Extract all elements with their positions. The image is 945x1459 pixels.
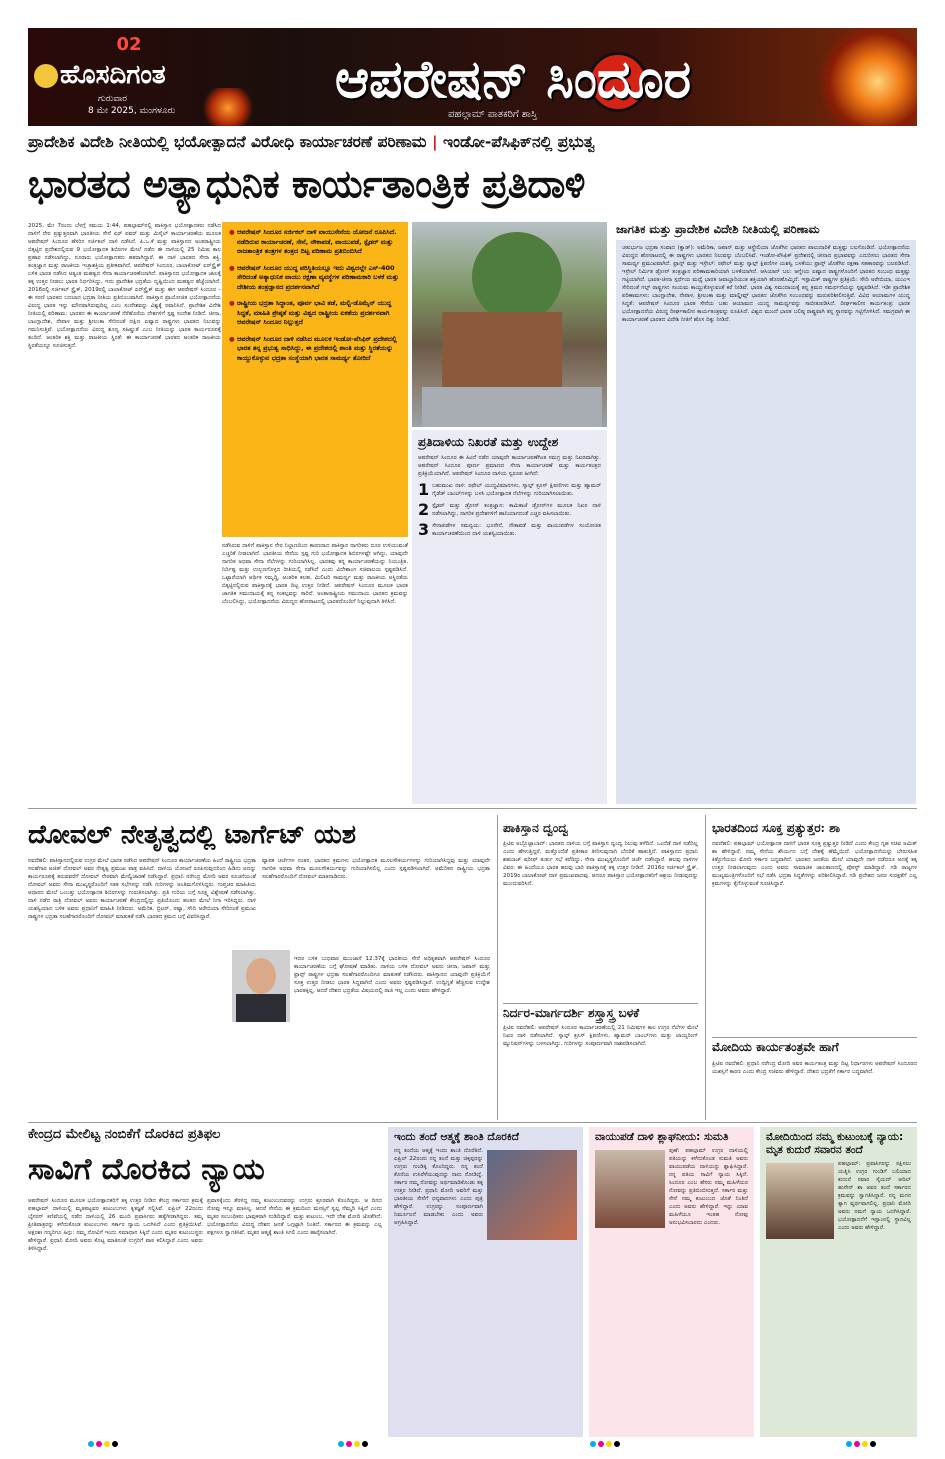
point-text: ಸ್ಪೈಡರ್ ಮತ್ತು ಡ್ರೋನ್ ತಂತ್ರಜ್ಞಾನ: ಕಾಮಿಕಾಜೆ ಡ್ರೋನ್‌ಗಳ ಮೂಲಕ ನಿಖರ ದಾಳಿ ನಡೆಸಲಾಗಿದ್ದು, ನಾಗರಿಕ ಪ್ರದೇಶಗಳಿಗೆ ಹಾನಿಯಾಗದಂತೆ ಎಚ್ಚರ ವಹಿಸಲಾಯಿತು.	[432, 503, 601, 517]
sidebar-intro: ಆಪರೇಷನ್ ಸಿಂದೂರ ಈ ಹಿಂದೆ ನಡೆದ ಯಾವುದೇ ಕಾರ್ಯಾಚರಣೆಗಿಂತ ಸಮಗ್ರ ಮತ್ತು ನಿಖರವಾಗಿತ್ತು. ಆಪರೇಷನ್ ಸಿಂದೂರ ಪೂರ್ಣ ಪ್ರಮಾಣದ ಸೇನಾ ಕಾರ್ಯಾಚರಣೆ ಮತ್ತು ಕಾರ್ಯತಂತ್ರದ ಪ್ರತಿಕ್ರಿಯೆಯಾಗಿದೆ. ಆಪರೇಷನ್ ಸಿಂದೂರ ದಾಳಿಯ ಸ್ವರೂಪ ಹೀಗಿದೆ:	[418, 455, 601, 477]
justice-body-2: ಪ್ರವಾಸಕ್ಕೆಂದು ತೆರಳಿದ್ದ ನಮ್ಮ ಕುಟುಂಬದವರನ್ನು ಉಗ್ರರು ಕ್ರೂರವಾಗಿ ಕೊಂದಿದ್ದರು. ಆ ದಿನದ ನೋವು ಇನ್ನೂ ಮಾಸಿಲ್ಲ. ಆದರೆ ಸೇನೆಯ ಈ ಕ್ರಮದಿಂದ ಮನಸ್ಸಿಗೆ ಸ್ವಲ್ಪ ನೆಮ್ಮದಿ ಸಿಕ್ಕಿದೆ ಎಂದು ಮೃತರ ಸಂಬಂಧಿಕರು ಭಾವುಕರಾಗಿ ನುಡಿದಿದ್ದಾರೆ. ಮತ್ತು ಕುಟುಂಬ, ಇದೇ ದೇಶ ಮೋದಿ ಜೊತೆಗಿದೆ: ಭಯೋತ್ಪಾದನೆಯ ವಿರುದ್ಧ ದೇಶದ ಜನತೆ ಒಗ್ಗಟ್ಟಾಗಿ ನಿಂತಿದೆ. ಸರ್ಕಾರದ ಈ ಕ್ರಮವನ್ನು ಎಲ್ಲ ಪಕ್ಷಗಳೂ ಸ್ವಾಗತಿಸಿವೆ. ಮೃತರ ಆತ್ಮಕ್ಕೆ ಶಾಂತಿ ಸಿಗಲಿ ಎಂದು ಹಾರೈಸಲಾಗಿದೆ.	[207, 1198, 382, 1236]
family-reaction-card	[760, 1127, 917, 1437]
point-text: ಬಹುಮುಖ ದಾಳಿ: ರಫೇಲ್ ಯುದ್ಧವಿಮಾನಗಳು, ಸ್ಕಾಲ್ಪ್ ಕ್ರೂಸ್ ಕ್ಷಿಪಣಿಗಳು ಮತ್ತು ಹ್ಯಾಮರ್ ಗೈಡೆಡ್ ಬಾಂಬ್‌ಗಳನ್ನು ಬಳಸಿ ಭಯೋತ್ಪಾದಕ ನೆಲೆಗಳನ್ನು ಗುರಿಯಾಗಿಸಲಾಯಿತು.	[432, 483, 601, 497]
weapons-headline: ನಿರ್ದರ-ಮಾರ್ಗದರ್ಶಿ ಶಸ್ತ್ರಾಸ್ತ್ರ ಬಳಕೆ	[503, 1006, 640, 1020]
father-photo	[766, 1163, 834, 1239]
card-title: ಮೋದಿಯಿಂದ ನಮ್ಮ ಕುಟುಂಬಕ್ಕೆ ನ್ಯಾಯ: ಮೃತ ಕುದುರೆ ಸವಾರನ ತಂದೆ	[766, 1131, 904, 1156]
section-divider	[712, 1037, 917, 1038]
card-body: ಪುಣೆ: ಪಹಲ್ಗಾಮ್ ಉಗ್ರರ ದಾಳಿಯಲ್ಲಿ ಪತಿಯನ್ನು ಕಳೆದುಕೊಂಡ ಸುಮತಿ ಅವರು ವಾಯುಪಡೆಯ ದಾಳಿಯನ್ನು ಶ್ಲಾಘಿಸಿದ್ದಾರೆ. ನನ್ನ ಪತಿಯ ಸಾವಿಗೆ ನ್ಯಾಯ ಸಿಕ್ಕಿದೆ. ಸಿಂದೂರ ಎಂಬ ಹೆಸರು ನಮ್ಮ ಮಹಿಳೆಯರ ನೋವನ್ನು ಪ್ರತಿಬಿಂಬಿಸುತ್ತದೆ. ಸರ್ಕಾರ ಮತ್ತು ಸೇನೆ ನಮ್ಮ ಕುಟುಂಬದ ಜೊತೆ ನಿಂತಿದೆ ಎಂದು ಅವರು ಹೇಳಿದ್ದಾರೆ. ಇನ್ನು ಯಾವ ಮಹಿಳೆಯೂ ಇಂತಹ ನೋವು ಅನುಭವಿಸಬಾರದು ಎಂದರು.	[669, 1148, 748, 1226]
kicker-separator: |	[431, 133, 438, 151]
shah-headline: ಭಾರತದಿಂದ ಸೂಕ್ತ ಪ್ರತ್ಯುತ್ತರ: ಶಾ	[712, 821, 840, 835]
explosion-icon	[818, 28, 917, 126]
point-text: ಸೇನಾಪಡೆಗಳ ಸಮನ್ವಯ: ಭೂಸೇನೆ, ನೌಕಾಪಡೆ ಮತ್ತು ವಾಯುಪಡೆಗಳ ಸಂಯೋಜಿತ ಕಾರ್ಯಾಚರಣೆಯಿಂದ ದಾಳಿ ಯಶಸ್ವಿಯಾಯಿತು.	[432, 523, 601, 537]
newspaper-logo	[34, 60, 234, 90]
highlight-item: ● ಆಪರೇಷನ್ ಸಿಂದೂರ ಯುದ್ಧ ಪರಿಸ್ಥಿತಿಯಲ್ಲೂ ಇದು ವಿಶ್ವದಲ್ಲೇ ಎಸ್-400 ಸೇರಿದಂತೆ ಅತ್ಯಾಧುನಿಕ ವಾಯು ರಕ್ಷಣಾ ವ್ಯವಸ್ಥೆಗಳ ಪರಿಣಾಮಕಾರಿ ಬಳಕೆ ಮತ್ತು ದೇಶೀಯ ತಂತ್ರಜ್ಞಾನದ ಪ್ರದರ್ಶನವಾಗಿದೆ	[229, 264, 401, 293]
highlight-item: ● ಆಪರೇಷನ್ ಸಿಂದೂರ ಸರ್ಜಿಕಲ್ ದಾಳಿ ವಾಯುಸೇನೆಯ ಯೋಜನೆ ರೂಪಿಸಿದೆ. ನಡೆದಿರುವ ಕಾರ್ಯಾಚರಣೆ, ಸೇನೆ, ನೌಕಾಪಡೆ, ವಾಯುಪಡೆ, ಸ್ಪೈಡರ್ ಮತ್ತು ರಾಜತಾಂತ್ರಿಕ ತಂತ್ರಗಳ ತಂತ್ರದ ದಿಟ್ಟ ಪರಿಣಾಮ ಪ್ರತಿಬಿಂಬಿಸಿದೆ	[229, 228, 401, 257]
highlights-box	[222, 222, 408, 537]
numbered-point	[418, 522, 601, 538]
kicker-right: ಇಂಡೋ-ಪೆಸಿಫಿಕ್‌ನಲ್ಲಿ ಪ್ರಭುತ್ವ	[443, 133, 595, 151]
family-photo	[487, 1150, 577, 1240]
masthead-title: ಆಪರೇಷನ್ ಸಿಂದೂರ	[334, 50, 692, 110]
modi-body: ಪ್ರಿಟಿಐ ನವದೆಹಲಿ: ಪ್ರಧಾನಿ ನರೇಂದ್ರ ಮೋದಿ ಅವರ ಕಾರ್ಯತಂತ್ರ ಮತ್ತು ದಿಟ್ಟ ನಿರ್ಧಾರಗಳು ಆಪರೇಷನ್ ಸಿಂದೂರದ ಯಶಸ್ಸಿಗೆ ಕಾರಣ ಎಂದು ಕೇಂದ್ರ ಸಚಿವರು ಹೇಳಿದ್ದಾರೆ. ದೇಶದ ಭದ್ರತೆಗೆ ಸರ್ಕಾರ ಬದ್ಧವಾಗಿದೆ.	[712, 1061, 917, 1075]
sidebar-title: ಪ್ರತಿದಾಳಿಯ ನಿಖರತೆ ಮತ್ತು ಉದ್ದೇಶ	[418, 435, 559, 449]
doval-portrait	[232, 950, 290, 1022]
doval-body-2: ವ್ಯಾಪಕ ಚರ್ಚೆಗಳ ನಂತರ, ಭಾರತದ ಕ್ರಮಗಳು ಭಯೋತ್ಪಾದಕ ಮೂಲಸೌಕರ್ಯಗಳನ್ನು ಗುರಿಯಾಗಿಸಿದ್ದವು ಮತ್ತು ಯಾವುದೇ ನಾಗರಿಕ ಅಥವಾ ಸೇನಾ ಮೂಲಸೌಕರ್ಯವನ್ನು ಗುರಿಯಾಗಿಸಲಿಲ್ಲ ಎಂದು ಸ್ಪಷ್ಟಪಡಿಸಲಾಗಿದೆ. ಅಮೆರಿಕದ ರಾಷ್ಟ್ರೀಯ ಭದ್ರತಾ ಸಲಹೆಗಾರರೊಂದಿಗೆ ದೋವಲ್ ಮಾತನಾಡಿದರು.	[262, 858, 490, 880]
pakistan-body: ಪ್ರಿಟಿಐ ಅಬ್ಬೊಟ್ಟಾಬಾದ್: ಭಾರತದ ದಾಳಿಯ ಬಗ್ಗೆ ಪಾಕಿಸ್ತಾನ ದ್ವಂದ್ವ ನಿಲುವು ತಳೆದಿದೆ. ಒಂದೆಡೆ ದಾಳಿ ನಡೆದಿಲ್ಲ ಎಂದು ಹೇಳುತ್ತಿದ್ದರೆ, ಮತ್ತೊಂದೆಡೆ ಪ್ರತೀಕಾರ ತೀರಿಸುವುದಾಗಿ ಬೆದರಿಕೆ ಹಾಕುತ್ತಿದೆ. ಪಾಕಿಸ್ತಾನದ ಪ್ರಧಾನಿ ಶಹಬಾಜ್ ಷರೀಫ್ ತುರ್ತು ಸಭೆ ಕರೆದಿದ್ದು, ಸೇನಾ ಮುಖ್ಯಸ್ಥರೊಂದಿಗೆ ಚರ್ಚೆ ನಡೆಸಿದ್ದಾರೆ. ಹಲವು ದಾಳಿಗಳ ವಿವರ: ಈ ಹಿಂದೆಯೂ ಭಾರತ ಹಲವು ಬಾರಿ ಪಾಕಿಸ್ತಾನಕ್ಕೆ ತಕ್ಕ ಉತ್ತರ ನೀಡಿದೆ. 2016ರ ಸರ್ಜಿಕಲ್ ಸ್ಟ್ರೈಕ್, 2019ರ ಬಾಲಾಕೋಟ್ ದಾಳಿ ಪ್ರಮುಖವಾದವು. ಆದರೂ ಪಾಕಿಸ್ತಾನ ಭಯೋತ್ಪಾದಕರಿಗೆ ಆಶ್ರಯ ನೀಡುವುದನ್ನು ಮುಂದುವರಿಸಿದೆ.	[503, 841, 698, 887]
page-number: 02	[116, 34, 142, 55]
doval-headline: ದೋವಲ್ ನೇತೃತ್ವದಲ್ಲಿ ಟಾರ್ಗೆಟ್ ಯಶ	[28, 820, 357, 850]
logo-text: ಹೊಸದಿಗಂತ	[60, 60, 166, 90]
lead-body-column-2: ನಡೆಸಿರುವ ದಾಳಿಗೆ ಪಾಕಿಸ್ತಾನ ನೇರ ನಿಲ್ದಾಣದಿಂದ ಕಾರಣರಾದ ಪಾಕಿಸ್ತಾನ ನಾಗರಿಕರು ದೂರ ಉಳಿಯುವಂತೆ ಎಚ್ಚರಿಕೆ ನೀಡಲಾಗಿದೆ. ಭಾರತೀಯ ಸೇನೆಯ ಸ್ಪಷ್ಟ ಗುರಿ ಭಯೋತ್ಪಾದಕ ಶಿಬಿರಗಳಷ್ಟೇ ಆಗಿದ್ದು, ಯಾವುದೇ ನಾಗರಿಕ ಅಥವಾ ಸೇನಾ ನೆಲೆಗಳನ್ನು ಗುರಿಯಾಗಿಸಿಲ್ಲ. ಭಾರತವು ತನ್ನ ಕಾರ್ಯಾಚರಣೆಯನ್ನು ನಿಯಂತ್ರಿತ, ನಿರ್ದಿಷ್ಟ ಮತ್ತು ಉಲ್ಬಣಗೊಳ್ಳದ ರೀತಿಯಲ್ಲಿ ನಡೆಸಿದೆ ಎಂದು ವಿದೇಶಾಂಗ ಸಚಿವಾಲಯ ಸ್ಪಷ್ಟಪಡಿಸಿದೆ. ಒಟ್ಟಾರೆಯಾಗಿ ಆರ್ಥಿಕ ಸಮೃದ್ಧಿ, ಆಂತರಿಕ ಕಲಹ, ಮಿಲಿಟರಿ ಸಾಮರ್ಥ್ಯ ಮತ್ತು ರಾಜಕೀಯ ಅಸ್ಥಿರತೆಯ ಬಿಕ್ಕಟ್ಟಿನಲ್ಲಿರುವ ಪಾಕಿಸ್ತಾನಕ್ಕೆ ಭಾರತ ದಿಟ್ಟ ಉತ್ತರ ನೀಡಿದೆ. ಆಪರೇಷನ್ ಸಿಂದೂರ ಮೂಲಕ ಭಾರತ ಜಾಗತಿಕ ಸಮುದಾಯಕ್ಕೆ ತನ್ನ ಸಂಕಲ್ಪವನ್ನು ಸಾರಿದೆ. ಅಂತಾರಾಷ್ಟ್ರೀಯ ಸಮುದಾಯ ಭಾರತದ ಕ್ರಮವನ್ನು ಬೆಂಬಲಿಸಿದ್ದು, ಭಯೋತ್ಪಾದನೆಯ ವಿರುದ್ಧದ ಹೋರಾಟದಲ್ಲಿ ಭಾರತದೊಂದಿಗೆ ನಿಲ್ಲುವುದಾಗಿ ತಿಳಿಸಿದೆ.	[222, 543, 408, 605]
kicker-left: ಪ್ರಾದೇಶಿಕ ವಿದೇಶಿ ನೀತಿಯಲ್ಲಿ ಭಯೋತ್ಪಾದನೆ ವಿರೋಧಿ ಕಾರ್ಯಾಚರಣೆ ಪರಿಣಾಮ	[28, 133, 427, 151]
cmyk-dots-icon	[88, 1441, 118, 1447]
global-impact-box	[616, 240, 916, 804]
cmyk-dots-icon	[846, 1441, 876, 1447]
card-body: ನನ್ನ ತಂದೆಯ ಆತ್ಮಕ್ಕೆ ಇಂದು ಶಾಂತಿ ದೊರೆತಿದೆ. ಏಪ್ರಿಲ್ 22ರಂದು ನನ್ನ ತಂದೆ ಮತ್ತು ಚಿಕ್ಕಪ್ಪನನ್ನು ಉಗ್ರರು ಗುಂಡಿಕ್ಕಿ ಕೊಂದಿದ್ದರು. ನನ್ನ ತಂದೆ ಕೊನೆಯ ಉಸಿರೆಳೆಯುವುದನ್ನು ನಾನು ನೋಡಿದ್ದೆ. ಸರ್ಕಾರ ನಮ್ಮ ನೋವನ್ನು ಅರ್ಥಮಾಡಿಕೊಂಡು ತಕ್ಕ ಉತ್ತರ ನೀಡಿದೆ. ಪ್ರಧಾನಿ ಮೋದಿ ಅವರಿಗೆ ಮತ್ತು ಭಾರತೀಯ ಸೇನೆಗೆ ಧನ್ಯವಾದಗಳು ಎಂದು ಪುತ್ರಿ ಹೇಳಿದ್ದಾರೆ. ಉಗ್ರರನ್ನು ಸಂಪೂರ್ಣವಾಗಿ ನಿರ್ಮೂಲನೆ ಮಾಡಬೇಕು ಎಂದು ಅವರು ಆಗ್ರಹಿಸಿದ್ದಾರೆ.	[394, 1148, 483, 1226]
issue-day: ಗುರುವಾರ	[98, 94, 128, 104]
justice-headline: ಸಾವಿಗೆ ದೊರಕಿದ ನ್ಯಾಯ	[28, 1152, 265, 1187]
lead-headline: ಭಾರತದ ಅತ್ಯಾಧುನಿಕ ಕಾರ್ಯತಾಂತ್ರಿಕ ಪ್ರತಿದಾಳಿ	[28, 161, 586, 206]
damaged-building-photo	[412, 222, 607, 427]
justice-kicker: ಕೇಂದ್ರದ ಮೇಲಿಟ್ಟ ನಂಬಿಕೆಗೆ ದೊರಕಿದ ಪ್ರತಿಫಲ	[28, 1127, 221, 1142]
lead-body-column-1: 2025, ಮೇ 7ರಂದು ಬೆಳಗ್ಗೆ ಸಮಯ 1:44, ಪಹಲ್ಗಾಮ್‌ನಲ್ಲಿ ಪಾಕಿಸ್ತಾನ ಭಯೋತ್ಪಾದಕರು ನಡೆಸಿದ ದಾಳಿಗೆ ನೇರ ಪ್ರತ್ಯುತ್ತರವಾಗಿ ಭಾರತೀಯ ಸೇನೆ ಏರ್ ಪವರ್ ಮತ್ತು ಮಿಸೈಲ್ ಕಾರ್ಯಾಚರಣೆಯ ಮೂಲಕ ಆಪರೇಷನ್ ಸಿಂದೂರ ಹೆಸರಿನ ಸರ್ಜಿಕಲ್ ದಾಳಿ ನಡೆಸಿದೆ. ಪಿ.ಒ.ಕೆ ಮತ್ತು ಪಾಕಿಸ್ತಾನದ ಅಂತರಾಷ್ಟ್ರೀಯ ಬಿಕ್ಕಟ್ಟಿನ ಪ್ರದೇಶದಲ್ಲಿರುವ 9 ಭಯೋತ್ಪಾದಕ ಶಿಬಿರಗಳ ಮೇಲೆ ನಡೆದ ಈ ದಾಳಿಯಲ್ಲಿ 25 ನಿಮಿಷ ಕಾಲ ಪ್ರಹಾರ ನಡೆಸಲಾಗಿದ್ದು, ನೂರಾರು ಭಯೋತ್ಪಾದಕರು ಹತರಾಗಿದ್ದಾರೆ. ಈ ದಾಳಿ ಭಾರತದ ಸೇನಾ ಶಕ್ತಿ, ತಂತ್ರಜ್ಞಾನ ಮತ್ತು ರಾಜಕೀಯ ಇಚ್ಛಾಶಕ್ತಿಯ ಪ್ರತೀಕವಾಗಿದೆ. ಆಪರೇಷನ್ ಸಿಂದೂರ, ಬಾಲಾಕೋಟ್ ಏರ್‌ಸ್ಟ್ರೈಕ್ ಬಳಿಕ ಭಾರತ ನಡೆಸಿದ ಅತ್ಯಂತ ಮಹತ್ವದ ಸೇನಾ ಕಾರ್ಯಾಚರಣೆಯಾಗಿದೆ. ಪಾಕಿಸ್ತಾನದ ಭಯೋತ್ಪಾದಕ ಜಾಲಕ್ಕೆ ತಕ್ಕ ಉತ್ತರ ನೀಡಲು ಭಾರತ ನಿರ್ಧರಿಸಿದ್ದು, ಇದು ಪ್ರಾದೇಶಿಕ ಭದ್ರತೆಯ ದೃಷ್ಟಿಯಿಂದ ಮಹತ್ವದ ಹೆಜ್ಜೆಯಾಗಿದೆ. 2016ರಲ್ಲಿ ಸರ್ಜಿಕಲ್ ಸ್ಟ್ರೈಕ್, 2019ರಲ್ಲಿ ಬಾಲಾಕೋಟ್ ಏರ್‌ಸ್ಟ್ರೈಕ್ ಮತ್ತು ಈಗ ಆಪರೇಷನ್ ಸಿಂದೂರ – ಈ ಸರಣಿ ಭಾರತದ ಬದಲಾದ ಭದ್ರತಾ ನೀತಿಯ ಪ್ರತಿಬಿಂಬವಾಗಿದೆ. ಪಾಕಿಸ್ತಾನ ಪ್ರಾಯೋಜಿತ ಭಯೋತ್ಪಾದನೆಯ ವಿರುದ್ಧ ಭಾರತ ಇನ್ನು ಮೌನವಾಗಿರುವುದಿಲ್ಲ ಎಂಬ ಸಂದೇಶವನ್ನು ವಿಶ್ವಕ್ಕೆ ರವಾನಿಸಿದೆ. ಪ್ರಾದೇಶಿಕ ವಿದೇಶಿ ನೀತಿಯಲ್ಲಿ ಪರಿಣಾಮ: ಭಾರತದ ಈ ಕಾರ್ಯಾಚರಣೆ ನೆರೆಹೊರೆಯ ದೇಶಗಳಿಗೆ ಸ್ಪಷ್ಟ ಸಂದೇಶ ನೀಡಿದೆ. ಚೀನಾ, ಬಾಂಗ್ಲಾದೇಶ, ನೇಪಾಳ ಮತ್ತು ಶ್ರೀಲಂಕಾ ಸೇರಿದಂತೆ ದಕ್ಷಿಣ ಏಷ್ಯಾದ ರಾಷ್ಟ್ರಗಳು ಭಾರತದ ನಿಲುವನ್ನು ಗಮನಿಸುತ್ತಿವೆ. ಭಯೋತ್ಪಾದನೆಯ ವಿರುದ್ಧ ಶೂನ್ಯ ಸಹಿಷ್ಣುತೆ ಎಂಬ ನೀತಿಯನ್ನು ಭಾರತ ಕಾರ್ಯರೂಪಕ್ಕೆ ತಂದಿದೆ. ಆಂತರಿಕ ಶಕ್ತಿ ಮತ್ತು ರಾಜಕೀಯ ಸ್ಥಿರತೆ: ಈ ಕಾರ್ಯಾಚರಣೆ ಭಾರತದ ಆಂತರಿಕ ರಾಜಕೀಯ ಸ್ಥಿರತೆಯನ್ನೂ ಸೂಚಿಸುತ್ತದೆ.	[28, 223, 221, 349]
cmyk-dots-icon	[590, 1441, 620, 1447]
highlight-item: ● ಆಪರೇಷನ್ ಸಿಂದೂರ ದಾಳಿ ನಡೆಸಿದ ಮೂಲಕ ಇಂಡೋ-ಪೆಸಿಫಿಕ್ ಪ್ರದೇಶದಲ್ಲಿ ಭಾರತ ತನ್ನ ಪ್ರಭುತ್ವ ಸಾಧಿಸಿದ್ದು, ಈ ಪ್ರದೇಶದಲ್ಲಿ ಶಾಂತಿ ಮತ್ತು ಸ್ಥಿರತೆಯನ್ನು ಕಾಯ್ದುಕೊಳ್ಳುವ ಭದ್ರತಾ ಸಂಸ್ಥೆಯಾಗಿ ಭಾರತ ಸಾಮರ್ಥ್ಯ ತೋರಿದೆ	[229, 335, 401, 364]
section-divider	[503, 1003, 698, 1004]
section-divider	[28, 808, 917, 809]
shah-body: ನವದೆಹಲಿ: ಪಹಲ್ಗಾಮ್ ಭಯೋತ್ಪಾದಕ ದಾಳಿಗೆ ಭಾರತ ಸೂಕ್ತ ಪ್ರತ್ಯುತ್ತರ ನೀಡಿದೆ ಎಂದು ಕೇಂದ್ರ ಗೃಹ ಸಚಿವ ಅಮಿತ್ ಶಾ ಹೇಳಿದ್ದಾರೆ. ನಮ್ಮ ಸೇನೆಯ ಶೌರ್ಯದ ಬಗ್ಗೆ ದೇಶಕ್ಕೆ ಹೆಮ್ಮೆಯಿದೆ. ಭಯೋತ್ಪಾದನೆಯನ್ನು ಬೇರುಸಹಿತ ಕಿತ್ತೊಗೆಯಲು ಮೋದಿ ಸರ್ಕಾರ ಬದ್ಧವಾಗಿದೆ. ಭಾರತದ ಜನತೆಯ ಮೇಲೆ ಯಾವುದೇ ದಾಳಿ ನಡೆದರೂ ಅದಕ್ಕೆ ತಕ್ಕ ಉತ್ತರ ನೀಡಲಾಗುವುದು ಎಂದು ಅವರು ಸಾಮಾಜಿಕ ಜಾಲತಾಣದಲ್ಲಿ ಪೋಸ್ಟ್ ಮಾಡಿದ್ದಾರೆ. ಗಡಿ ರಾಜ್ಯಗಳ ಮುಖ್ಯಮಂತ್ರಿಗಳೊಂದಿಗೆ ಸಭೆ ನಡೆಸಿ ಭದ್ರತಾ ಸಿದ್ಧತೆಗಳನ್ನು ಪರಿಶೀಲಿಸಿದ್ದಾರೆ. ಗಡಿ ಪ್ರದೇಶದ ಜನರ ಸುರಕ್ಷತೆಗೆ ಎಲ್ಲ ಕ್ರಮಗಳನ್ನು ಕೈಗೊಳ್ಳುವಂತೆ ಸೂಚಿಸಿದ್ದಾರೆ.	[712, 841, 917, 887]
column-divider	[705, 815, 706, 1120]
card-title: ವಾಯುಪಡೆ ದಾಳಿ ಶ್ಲಾಘನೀಯ: ಸುಮತಿ	[595, 1131, 729, 1143]
global-impact-text: ಚತುರ್ಭುಜ ಭದ್ರತಾ ಸಂವಾದ (ಕ್ವಾಡ್): ಅಮೆರಿಕಾ, ಜಪಾನ್ ಮತ್ತು ಆಸ್ಟ್ರೇಲಿಯಾ ಜೊತೆಗಿನ ಭಾರತದ ಪಾಲುದಾರಿಕೆ ಮತ್ತಷ್ಟು ಬಲಗೊಂಡಿದೆ. ಭಯೋತ್ಪಾದನೆಯ ವಿರುದ್ಧದ ಹೋರಾಟದಲ್ಲಿ ಈ ರಾಷ್ಟ್ರಗಳು ಭಾರತದ ನಿಲುವನ್ನು ಬೆಂಬಲಿಸಿವೆ. ಇಂಡೋ-ಪೆಸಿಫಿಕ್ ಪ್ರದೇಶದಲ್ಲಿ ಚೀನಾದ ಪ್ರಭಾವವನ್ನು ಎದುರಿಸಲು ಭಾರತದ ಸೇನಾ ಸಾಮರ್ಥ್ಯ ಪ್ರಮುಖವಾಗಿದೆ. ಫ್ರಾನ್ಸ್ ಮತ್ತು ಇಸ್ರೇಲ್: ರಫೇಲ್ ಮತ್ತು ಸ್ಕಾಲ್ಪ್ ಕ್ಷಿಪಣಿಗಳ ಯಶಸ್ವಿ ಬಳಕೆಯು ಫ್ರಾನ್ಸ್ ಜೊತೆಗಿನ ರಕ್ಷಣಾ ಸಹಕಾರವನ್ನು ಬಲಪಡಿಸಿದೆ. ಇಸ್ರೇಲ್ ನಿರ್ಮಿತ ಡ್ರೋನ್ ತಂತ್ರಜ್ಞಾನ ಪರಿಣಾಮಕಾರಿಯಾಗಿ ಬಳಕೆಯಾಗಿದೆ. ಆಸಿಯಾನ್ ಬಲ: ಆಗ್ನೇಯ ಏಷ್ಯಾದ ರಾಷ್ಟ್ರಗಳೊಂದಿಗೆ ಭಾರತದ ಸಂಬಂಧ ಮತ್ತಷ್ಟು ಗಟ್ಟಿಯಾಗಿದೆ. ಭಾರತ-ಚೀನಾ ಸ್ಪರ್ಧೆಯ ಮಧ್ಯೆ ಭಾರತ ಜವಾಬ್ದಾರಿಯುತ ಶಕ್ತಿಯಾಗಿ ಹೊರಹೊಮ್ಮಿದೆ. ಇಸ್ಲಾಮಿಕ್ ರಾಷ್ಟ್ರಗಳ ಪ್ರತಿಕ್ರಿಯೆ: ಸೌದಿ ಅರೇಬಿಯಾ, ಯುಎಇ ಸೇರಿದಂತೆ ಗಲ್ಫ್ ರಾಷ್ಟ್ರಗಳು ಸಂಯಮ ಕಾಯ್ದುಕೊಳ್ಳುವಂತೆ ಕರೆ ನೀಡಿವೆ. ಭಾರತ ವಿಶ್ವ ಸಮುದಾಯಕ್ಕೆ ತನ್ನ ಕ್ರಮದ ಸಮರ್ಥನೆಯನ್ನು ಸ್ಪಷ್ಟಪಡಿಸಿದೆ. ಇಡೀ ಪ್ರಾದೇಶಿಕ ಪರಿಣಾಮಗಳು: ಬಾಂಗ್ಲಾದೇಶ, ನೇಪಾಳ, ಶ್ರೀಲಂಕಾ ಮತ್ತು ಮಾಲ್ಡೀವ್ಸ್ ಭಾರತದ ಜೊತೆಗಿನ ಸಂಬಂಧವನ್ನು ಮರುಪರಿಶೀಲಿಸುತ್ತಿವೆ. ವಿವಿಧ ಆಯಾಮಗಳ ಯುದ್ಧ ಸಿದ್ಧತೆ: ಆಪರೇಷನ್ ಸಿಂದೂರ ಭಾರತ ಸೇನೆಯ ಬಹು ಆಯಾಮದ ಯುದ್ಧ ಸಾಮರ್ಥ್ಯವನ್ನು ಸಾಬೀತುಪಡಿಸಿದೆ. ದೀರ್ಘಕಾಲೀನ ಕಾರ್ಯತಂತ್ರ: ಭಾರತ ಭಯೋತ್ಪಾದನೆಯ ವಿರುದ್ಧ ದೀರ್ಘಕಾಲೀನ ಕಾರ್ಯತಂತ್ರವನ್ನು ರೂಪಿಸಿದೆ. ವಿಶ್ವದ ಮುಂದೆ ಭಾರತ ಬಲಿಷ್ಠ ರಾಷ್ಟ್ರವಾಗಿ ತನ್ನ ಸ್ಥಾನವನ್ನು ಗಟ್ಟಿಗೊಳಿಸಿದೆ. ಸಮಗ್ರವಾಗಿ ಈ ಕಾರ್ಯಾಚರಣೆ ಭಾರತದ ವಿದೇಶಿ ನೀತಿಗೆ ಹೊಸ ದಿಕ್ಕು ನೀಡಿದೆ.	[622, 245, 910, 323]
doval-body-3: ಇದರ ಬಳಿಕ ಬುಧವಾರ ಮುಂಜಾನೆ 12.37ಕ್ಕೆ ಭಾರತೀಯ ಸೇನೆ ಅಧಿಕೃತವಾಗಿ ಆಪರೇಷನ್ ಸಿಂದೂರ ಕಾರ್ಯಾಚರಣೆಯ ಬಗ್ಗೆ ಘೋಷಣೆ ಮಾಡಿತು. ದಾಳಿಯ ಬಳಿಕ ದೋವಲ್ ಅವರು ಚೀನಾ, ಜಪಾನ್ ಮತ್ತು ಫ್ರಾನ್ಸ್ ರಾಷ್ಟ್ರಗಳ ಭದ್ರತಾ ಸಲಹೆಗಾರರೊಂದಿಗೂ ಮಾತುಕತೆ ನಡೆಸಿದರು. ಪಾಕಿಸ್ತಾನದ ಯಾವುದೇ ಪ್ರತಿಕ್ರಿಯೆಗೆ ಸೂಕ್ತ ಉತ್ತರ ನೀಡಲು ಭಾರತ ಸಿದ್ಧವಾಗಿದೆ ಎಂದು ಅವರು ಸ್ಪಷ್ಟಪಡಿಸಿದ್ದಾರೆ. ಉದ್ವಿಗ್ನತೆ ಹೆಚ್ಚಿಸುವ ಉದ್ದೇಶ ಭಾರತಕ್ಕಿಲ್ಲ, ಆದರೆ ದೇಶದ ಭದ್ರತೆಯ ವಿಷಯದಲ್ಲಿ ರಾಜಿ ಇಲ್ಲ ಎಂದು ಅವರು ಹೇಳಿದ್ದಾರೆ.	[294, 956, 490, 994]
family-reaction-card	[388, 1127, 583, 1437]
modi-headline: ಮೋದಿಯ ಕಾರ್ಯತಂತ್ರವೇ ಹಾಗೆ	[712, 1040, 839, 1054]
sumati-photo	[595, 1150, 665, 1228]
numbered-point	[418, 482, 601, 498]
highlight-item: ● ರಾಷ್ಟ್ರೀಯ ಭದ್ರತಾ ಸಿದ್ಧಾಂತ, ಪೂರ್ವ ಭಾವಿ ತಡೆ, ಮಲ್ಟಿ-ಡೊಮೈನ್ ಯುದ್ಧ ಸಿದ್ಧತೆ, ಮಾಹಿತಿ ಶ್ರೇಷ್ಠತೆ ಮತ್ತು ವಿಶ್ವದ ರಾಷ್ಟ್ರೀಯ ಏಕತೆಯ ಪ್ರದರ್ಶನವಾಗಿ ಆಪರೇಷನ್ ಸಿಂದೂರ ನಿಲ್ಲುತ್ತದೆ	[229, 299, 401, 328]
family-reaction-card	[589, 1127, 754, 1437]
masthead-banner	[28, 28, 917, 126]
numbered-point	[418, 502, 601, 518]
global-impact-title: ಜಾಗತಿಕ ಮತ್ತು ಪ್ರಾದೇಶಿಕ ವಿದೇಶಿ ನೀತಿಯಲ್ಲಿ ಪರಿಣಾಮ	[616, 222, 820, 236]
pakistan-headline: ಪಾಕಿಸ್ತಾನ ದ್ವಂದ್ವ	[503, 821, 569, 835]
section-divider	[28, 1122, 917, 1123]
doval-body-1: ನವದೆಹಲಿ: ಪಾಕಿಸ್ತಾನದಲ್ಲಿರುವ ಉಗ್ರರ ಮೇಲೆ ಭಾರತ ನಡೆಸಿದ ಆಪರೇಷನ್ ಸಿಂದೂರ ಕಾರ್ಯಾಚರಣೆಯ ಹಿಂದೆ ರಾಷ್ಟ್ರೀಯ ಭದ್ರತಾ ಸಲಹೆಗಾರ ಅಜಿತ್ ದೋವಲ್ ಅವರ ನೇತೃತ್ವ ಪ್ರಮುಖ ಪಾತ್ರ ವಹಿಸಿದೆ. ದಾಳಿಯ ಯೋಜನೆ ರೂಪಿಸುವುದರಿಂದ ಹಿಡಿದು ಅದನ್ನು ಕಾರ್ಯರೂಪಕ್ಕೆ ತರುವವರೆಗೆ ದೋವಲ್ ನೇರವಾಗಿ ಮೇಲ್ವಿಚಾರಣೆ ನಡೆಸಿದ್ದಾರೆ. ಪ್ರಧಾನಿ ನರೇಂದ್ರ ಮೋದಿ ಅವರ ಸೂಚನೆಯಂತೆ ದೋವಲ್ ಅವರು ಸೇನಾ ಮುಖ್ಯಸ್ಥರೊಂದಿಗೆ ಸತತ ಸಭೆಗಳನ್ನು ನಡೆಸಿ ಗುರಿಗಳನ್ನು ಅಂತಿಮಗೊಳಿಸಿದ್ದರು. ಗುಪ್ತಚರ ಮಾಹಿತಿಯ ಆಧಾರದ ಮೇಲೆ ಒಂಬತ್ತು ಭಯೋತ್ಪಾದಕ ಶಿಬಿರಗಳನ್ನು ಗುರುತಿಸಲಾಗಿತ್ತು. ಪ್ರತಿ ಗುರಿಯ ಬಗ್ಗೆ ಸೂಕ್ಷ್ಮ ವಿಶ್ಲೇಷಣೆ ನಡೆಸಲಾಗಿತ್ತು. ದಾಳಿ ನಡೆದ ರಾತ್ರಿ ದೋವಲ್ ಅವರು ಕಾರ್ಯಾಚರಣೆ ಕೇಂದ್ರದಲ್ಲಿದ್ದು ಪ್ರತಿಯೊಂದು ಹಂತದ ಮೇಲೆ ನಿಗಾ ಇರಿಸಿದ್ದರು. ದಾಳಿ ಯಶಸ್ವಿಯಾದ ಬಳಿಕ ಅವರು ಪ್ರಧಾನಿಗೆ ಮಾಹಿತಿ ನೀಡಿದರು. ಅಮೆರಿಕ, ಬ್ರಿಟನ್, ರಷ್ಯಾ, ಸೌದಿ ಅರೇಬಿಯಾ ಸೇರಿದಂತೆ ಪ್ರಮುಖ ರಾಷ್ಟ್ರಗಳ ಭದ್ರತಾ ಸಲಹೆಗಾರರೊಂದಿಗೆ ದೋವಲ್ ಮಾತುಕತೆ ನಡೆಸಿ ಭಾರತದ ಕ್ರಮದ ಬಗ್ಗೆ ವಿವರಿಸಿದ್ದಾರೆ.	[28, 858, 256, 920]
point-number: 1	[418, 480, 430, 499]
cmyk-dots-icon	[338, 1441, 368, 1447]
sun-emblem-icon	[34, 64, 58, 88]
lead-kicker	[28, 133, 917, 152]
point-number: 2	[418, 500, 430, 519]
masthead-subtitle: ಪಹಲ್ಗಾಮ್ ಪಾತಕರಿಗೆ ಶಾಸ್ತಿ	[448, 109, 538, 120]
point-number: 3	[418, 520, 430, 539]
weapons-body: ಪ್ರಿಟಿಐ ನವದೆಹಲಿ: ಆಪರೇಷನ್ ಸಿಂದೂರ ಕಾರ್ಯಾಚರಣೆಯಲ್ಲಿ 21 ನಿಮಿಷಗಳ ಕಾಲ ಉಗ್ರರ ನೆಲೆಗಳ ಮೇಲೆ ನಿಖರ ದಾಳಿ ನಡೆಸಲಾಗಿದೆ. ಸ್ಕಾಲ್ಪ್ ಕ್ರೂಸ್ ಕ್ಷಿಪಣಿಗಳು, ಹ್ಯಾಮರ್ ಬಾಂಬ್‌ಗಳು ಮತ್ತು ಲಾಯ್ಟರಿಂಗ್ ಮ್ಯುನಿಷನ್‌ಗಳನ್ನು ಬಳಸಲಾಗಿದ್ದು, ಗುರಿಗಳನ್ನು ಸಂಪೂರ್ಣವಾಗಿ ನಾಶಪಡಿಸಲಾಗಿದೆ.	[503, 1025, 698, 1047]
card-title: ಇಂದು ತಂದೆ ಆತ್ಮಕ್ಕೆ ಶಾಂತಿ ದೊರಕಿದೆ	[394, 1131, 519, 1143]
precision-sidebar	[412, 430, 607, 804]
card-body: ಪಹಲ್ಗಾಮ್: ಪ್ರವಾಸಿಗರನ್ನು ರಕ್ಷಿಸಲು ಯತ್ನಿಸಿ ಉಗ್ರರ ಗುಂಡಿಗೆ ಬಲಿಯಾದ ಕುದುರೆ ಸವಾರ ಸೈಯದ್ ಆದಿಲ್ ಹುಸೇನ್ ಶಾ ಅವರ ತಂದೆ ಸರ್ಕಾರದ ಕ್ರಮವನ್ನು ಸ್ವಾಗತಿಸಿದ್ದಾರೆ. ನನ್ನ ಮಗನ ತ್ಯಾಗ ವ್ಯರ್ಥವಾಗಲಿಲ್ಲ. ಪ್ರಧಾನಿ ಮೋದಿ ಅವರು ನಮಗೆ ನ್ಯಾಯ ಒದಗಿಸಿದ್ದಾರೆ. ಭಯೋತ್ಪಾದನೆಗೆ ಇಸ್ಲಾಂನಲ್ಲಿ ಸ್ಥಾನವಿಲ್ಲ ಎಂದು ಅವರು ಹೇಳಿದ್ದಾರೆ.	[838, 1161, 911, 1231]
column-divider	[497, 815, 498, 1120]
issue-date: 8 ಮೇ 2025, ಮಂಗಳೂರು	[88, 106, 176, 116]
justice-body-1: ಆಪರೇಷನ್ ಸಿಂದೂರ ಮೂಲಕ ಭಯೋತ್ಪಾದಕರಿಗೆ ತಕ್ಕ ಉತ್ತರ ನೀಡಿದ ಕೇಂದ್ರ ಸರ್ಕಾರದ ಕ್ರಮಕ್ಕೆ ಪಹಲ್ಗಾಮ್ ದಾಳಿಯಲ್ಲಿ ಮೃತಪಟ್ಟವರ ಕುಟುಂಬಗಳು ಕೃತಜ್ಞತೆ ಸಲ್ಲಿಸಿವೆ. ಏಪ್ರಿಲ್ 22ರಂದು ಬೈಸರನ್ ಕಣಿವೆಯಲ್ಲಿ ನಡೆದ ದಾಳಿಯಲ್ಲಿ 26 ಮಂದಿ ಪ್ರವಾಸಿಗರು ಹತ್ಯೆಗೀಡಾಗಿದ್ದರು. ತಮ್ಮ ಪ್ರೀತಿಪಾತ್ರರನ್ನು ಕಳೆದುಕೊಂಡ ಕುಟುಂಬಗಳು ಸರ್ಕಾರ ನ್ಯಾಯ ಒದಗಿಸಿದೆ ಎಂದು ಪ್ರತಿಕ್ರಿಯಿಸಿವೆ. ಅಕ್ಷರಶಃ ಗಣ್ಯರಿಗೂ ಹಿಗ್ಗು: ನಮ್ಮ ನೋವಿಗೆ ಇಂದು ಸಮಾಧಾನ ಸಿಕ್ಕಿದೆ ಎಂದು ಮೃತರ ಕುಟುಂಬಸ್ಥರು ಹೇಳಿದ್ದಾರೆ. ಪ್ರಧಾನಿ ಮೋದಿ ಅವರು ಕೊಟ್ಟ ಮಾತಿನಂತೆ ಉಗ್ರರಿಗೆ ಪಾಠ ಕಲಿಸಿದ್ದಾರೆ ಎಂದು ಅವರು ತಿಳಿಸಿದ್ದಾರೆ.	[28, 1198, 203, 1252]
